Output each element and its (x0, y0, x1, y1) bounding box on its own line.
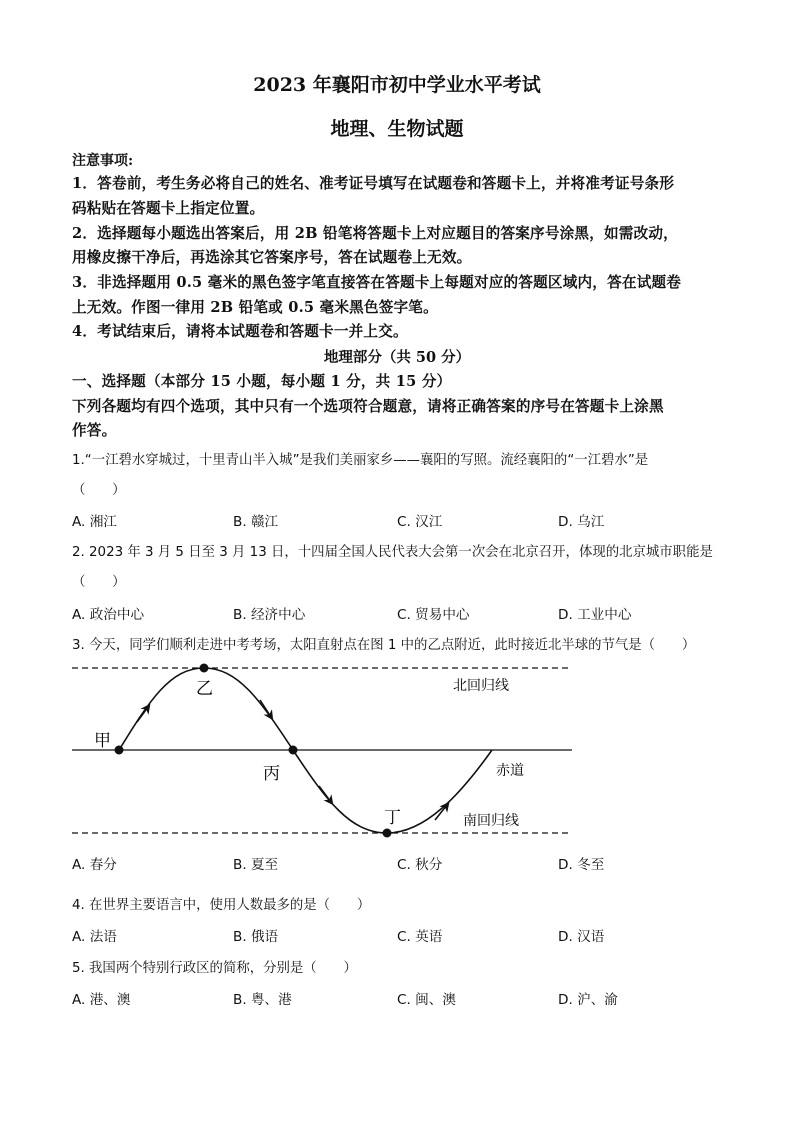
question-4-option-a[interactable]: A. 法语 (72, 929, 117, 945)
question-4-option-d[interactable]: D. 汉语 (558, 929, 605, 945)
question-3-option-a[interactable]: A. 春分 (72, 857, 117, 873)
question-2-option-a[interactable]: A. 政治中心 (72, 607, 145, 623)
tropic-of-capricorn-label: 南回归线 (463, 813, 519, 829)
notes-heading: 注意事项: (72, 153, 134, 169)
question-3-option-d[interactable]: D. 冬至 (558, 857, 605, 873)
note-line: 码粘贴在答题卡上指定位置。 (72, 200, 265, 217)
question-2-option-c[interactable]: C. 贸易中心 (397, 607, 470, 623)
arrow-icon (260, 700, 271, 717)
question-5-option-d[interactable]: D. 沪、渝 (558, 992, 618, 1008)
point-yi-marker (200, 664, 209, 673)
question-1-blank: （ ） (72, 483, 126, 498)
question-1-stem: 1.“一江碧水穿城过，十里青山半入城”是我们美丽家乡——襄阳的写照。流经襄阳的“一江碧水”是 (72, 453, 649, 468)
sun-path-diagram (60, 655, 600, 845)
point-jia-label: 甲 (94, 731, 111, 751)
point-jia-marker (115, 746, 124, 755)
instruction-line: 下列各题均有四个选项，其中只有一个选项符合题意，请将正确答案的序号在答题卡上涂黑 (72, 398, 664, 415)
note-line: 1．答卷前，考生务必将自己的姓名、准考证号填写在试题卷和答题卡上，并将准考证号条形 (72, 175, 675, 192)
question-2-option-b[interactable]: B. 经济中心 (233, 607, 306, 623)
note-line: 用橡皮擦干净后，再选涂其它答案序号，答在试题卷上无效。 (72, 249, 472, 266)
section-title: 地理部分（共 50 分） (323, 349, 471, 366)
part-heading: 一、选择题（本部分 15 小题，每小题 1 分，共 15 分） (72, 373, 452, 390)
note-line: 3．非选择题用 0.5 毫米的黑色签字笔直接答在答题卡上每题对应的答题区域内，答在试题卷 (72, 274, 682, 291)
note-line: 4．考试结束后，请将本试题卷和答题卡一并上交。 (72, 323, 408, 340)
question-1-option-c[interactable]: C. 汉江 (397, 514, 443, 530)
question-3-stem: 3. 今天，同学们顺利走进中考考场，太阳直射点在图 1 中的乙点附近，此时接近北半球的节气是（ ） (72, 638, 696, 653)
point-yi-label: 乙 (196, 679, 213, 699)
note-line: 2．选择题每小题选出答案后，用 2B 铅笔将答题卡上对应题目的答案序号涂黑，如需改动， (72, 225, 678, 242)
question-4-stem: 4. 在世界主要语言中，使用人数最多的是（ ） (72, 898, 371, 913)
question-3-option-b[interactable]: B. 夏至 (233, 857, 279, 873)
question-5-option-a[interactable]: A. 港、澳 (72, 992, 131, 1008)
question-4-option-c[interactable]: C. 英语 (397, 929, 443, 945)
arrow-icon (319, 786, 331, 802)
arrow-icon (137, 707, 148, 722)
point-bing-label: 丙 (263, 764, 280, 784)
equator-label: 赤道 (496, 763, 524, 779)
exam-title: 2023 年襄阳市初中学业水平考试 (253, 74, 541, 96)
question-1-option-d[interactable]: D. 乌江 (558, 514, 605, 530)
point-ding-marker (383, 829, 392, 838)
note-line: 上无效。作图一律用 2B 铅笔或 0.5 毫米黑色签字笔。 (72, 299, 438, 316)
tropic-of-cancer-label: 北回归线 (453, 678, 509, 694)
question-2-stem: 2. 2023 年 3 月 5 日至 3 月 13 日，十四届全国人民代表大会第一次会在北京召开，体现的北京城市职能是 (72, 545, 713, 560)
exam-subtitle: 地理、生物试题 (330, 118, 464, 140)
question-5-option-b[interactable]: B. 粤、港 (233, 992, 292, 1008)
question-5-stem: 5. 我国两个特别行政区的简称，分别是（ ） (72, 961, 357, 976)
question-1-option-a[interactable]: A. 湘江 (72, 514, 117, 530)
point-ding-label: 丁 (384, 808, 401, 828)
question-5-option-c[interactable]: C. 闽、澳 (397, 992, 456, 1008)
question-3-option-c[interactable]: C. 秋分 (397, 857, 443, 873)
question-4-option-b[interactable]: B. 俄语 (233, 929, 279, 945)
question-2-option-d[interactable]: D. 工业中心 (558, 607, 632, 623)
point-bing-marker (289, 746, 298, 755)
question-2-blank: （ ） (72, 575, 126, 590)
instruction-line: 作答。 (72, 422, 117, 439)
question-1-option-b[interactable]: B. 赣江 (233, 514, 279, 530)
